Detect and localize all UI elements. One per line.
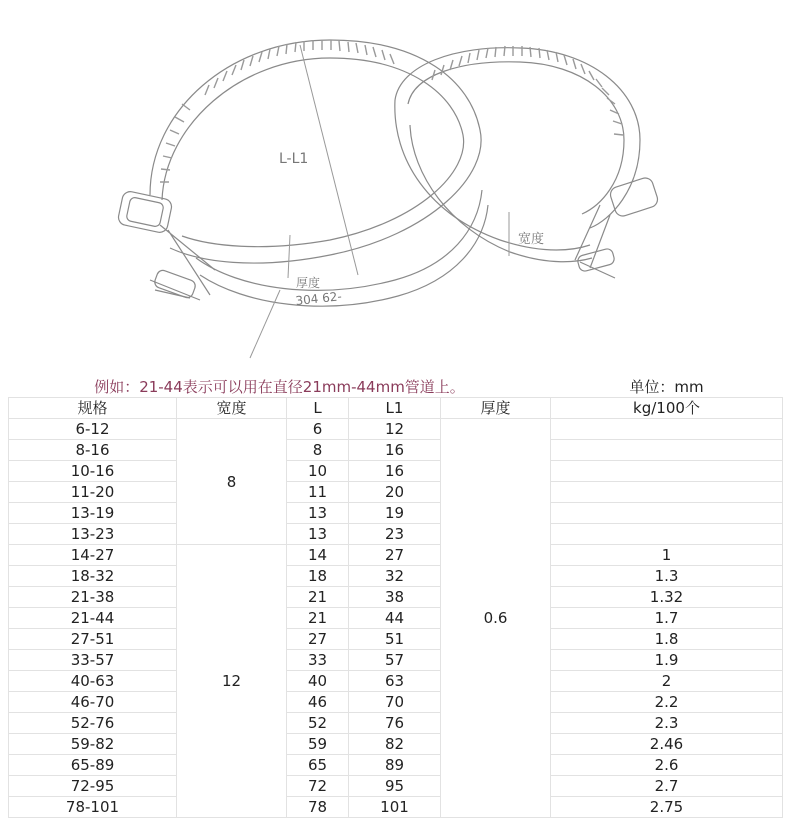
header-thickness: 厚度 xyxy=(441,398,551,419)
L1-cell: 23 xyxy=(349,524,441,545)
table-row xyxy=(9,566,783,587)
spec-cell: 46-70 xyxy=(9,692,177,713)
spec-cell: 33-57 xyxy=(9,650,177,671)
table-row xyxy=(9,608,783,629)
weight-cell xyxy=(551,524,783,545)
L1-cell: 19 xyxy=(349,503,441,524)
L-cell: 33 xyxy=(287,650,349,671)
weight-cell: 2.6 xyxy=(551,755,783,776)
spec-cell: 40-63 xyxy=(9,671,177,692)
L1-cell: 51 xyxy=(349,629,441,650)
L-cell: 72 xyxy=(287,776,349,797)
table-row xyxy=(9,482,783,503)
weight-cell: 1.7 xyxy=(551,608,783,629)
spec-cell: 8-16 xyxy=(9,440,177,461)
table-row xyxy=(9,755,783,776)
spec-cell: 13-19 xyxy=(9,503,177,524)
spec-cell: 14-27 xyxy=(9,545,177,566)
L1-cell: 82 xyxy=(349,734,441,755)
L-cell: 27 xyxy=(287,629,349,650)
L-cell: 8 xyxy=(287,440,349,461)
L1-cell: 12 xyxy=(349,419,441,440)
L1-cell: 89 xyxy=(349,755,441,776)
unit-label: 单位：mm xyxy=(551,377,783,398)
L-cell: 59 xyxy=(287,734,349,755)
L-cell: 11 xyxy=(287,482,349,503)
L-cell: 14 xyxy=(287,545,349,566)
header-spec: 规格 xyxy=(9,398,177,419)
table-row xyxy=(9,629,783,650)
thickness-dimension-label: 厚度 xyxy=(296,276,321,290)
L-cell: 21 xyxy=(287,608,349,629)
spec-cell: 10-16 xyxy=(9,461,177,482)
thickness-cell: 0.6 xyxy=(441,419,551,818)
spec-table xyxy=(8,377,783,818)
L-cell: 13 xyxy=(287,503,349,524)
band-stamp-text: 304 62- xyxy=(294,289,343,308)
width-cell: 12 xyxy=(177,545,287,818)
width-cell: 8 xyxy=(177,419,287,545)
weight-cell xyxy=(551,461,783,482)
spec-cell: 6-12 xyxy=(9,419,177,440)
L-cell: 21 xyxy=(287,587,349,608)
weight-cell: 2 xyxy=(551,671,783,692)
spec-cell: 52-76 xyxy=(9,713,177,734)
L-cell: 6 xyxy=(287,419,349,440)
table-row xyxy=(9,734,783,755)
note-row xyxy=(9,377,783,398)
table-row xyxy=(9,524,783,545)
table-row xyxy=(9,776,783,797)
L-cell: 13 xyxy=(287,524,349,545)
L-cell: 40 xyxy=(287,671,349,692)
L-cell: 78 xyxy=(287,797,349,818)
header-weight: kg/100个 xyxy=(551,398,783,419)
spec-cell: 13-23 xyxy=(9,524,177,545)
L1-cell: 16 xyxy=(349,461,441,482)
weight-cell xyxy=(551,419,783,440)
length-dimension-label: L-L1 xyxy=(279,151,309,167)
weight-cell xyxy=(551,482,783,503)
table-row xyxy=(9,545,783,566)
L1-cell: 76 xyxy=(349,713,441,734)
spec-cell: 72-95 xyxy=(9,776,177,797)
usage-note: 例如：21-44表示可以用在直径21mm-44mm管道上。 xyxy=(9,377,551,398)
spec-cell: 11-20 xyxy=(9,482,177,503)
weight-cell: 2.46 xyxy=(551,734,783,755)
weight-cell: 1 xyxy=(551,545,783,566)
L1-cell: 57 xyxy=(349,650,441,671)
table-row xyxy=(9,503,783,524)
header-row xyxy=(9,398,783,419)
spec-cell: 59-82 xyxy=(9,734,177,755)
table-row xyxy=(9,419,783,440)
width-dimension-label: 宽度 xyxy=(518,232,545,247)
weight-cell: 2.2 xyxy=(551,692,783,713)
weight-cell: 1.9 xyxy=(551,650,783,671)
spec-cell: 27-51 xyxy=(9,629,177,650)
L1-cell: 38 xyxy=(349,587,441,608)
L-cell: 10 xyxy=(287,461,349,482)
L1-cell: 101 xyxy=(349,797,441,818)
header-width: 宽度 xyxy=(177,398,287,419)
spec-cell: 21-44 xyxy=(9,608,177,629)
table-row xyxy=(9,440,783,461)
table-row xyxy=(9,713,783,734)
table-row xyxy=(9,671,783,692)
header-L: L xyxy=(287,398,349,419)
spec-cell: 18-32 xyxy=(9,566,177,587)
table-row xyxy=(9,797,783,818)
L1-cell: 20 xyxy=(349,482,441,503)
weight-cell: 2.3 xyxy=(551,713,783,734)
spec-cell: 78-101 xyxy=(9,797,177,818)
spec-cell: 65-89 xyxy=(9,755,177,776)
weight-cell: 2.75 xyxy=(551,797,783,818)
header-L1: L1 xyxy=(349,398,441,419)
L1-cell: 16 xyxy=(349,440,441,461)
L1-cell: 63 xyxy=(349,671,441,692)
L-cell: 46 xyxy=(287,692,349,713)
weight-cell: 2.7 xyxy=(551,776,783,797)
table-row xyxy=(9,650,783,671)
hose-clamp-illustration xyxy=(0,0,790,372)
L1-cell: 32 xyxy=(349,566,441,587)
L1-cell: 95 xyxy=(349,776,441,797)
spec-cell: 21-38 xyxy=(9,587,177,608)
L1-cell: 70 xyxy=(349,692,441,713)
weight-cell: 1.32 xyxy=(551,587,783,608)
weight-cell: 1.3 xyxy=(551,566,783,587)
L-cell: 18 xyxy=(287,566,349,587)
weight-cell xyxy=(551,503,783,524)
L1-cell: 27 xyxy=(349,545,441,566)
L-cell: 52 xyxy=(287,713,349,734)
table-row xyxy=(9,692,783,713)
L-cell: 65 xyxy=(287,755,349,776)
table-row xyxy=(9,461,783,482)
table-row xyxy=(9,587,783,608)
weight-cell xyxy=(551,440,783,461)
weight-cell: 1.8 xyxy=(551,629,783,650)
L1-cell: 44 xyxy=(349,608,441,629)
